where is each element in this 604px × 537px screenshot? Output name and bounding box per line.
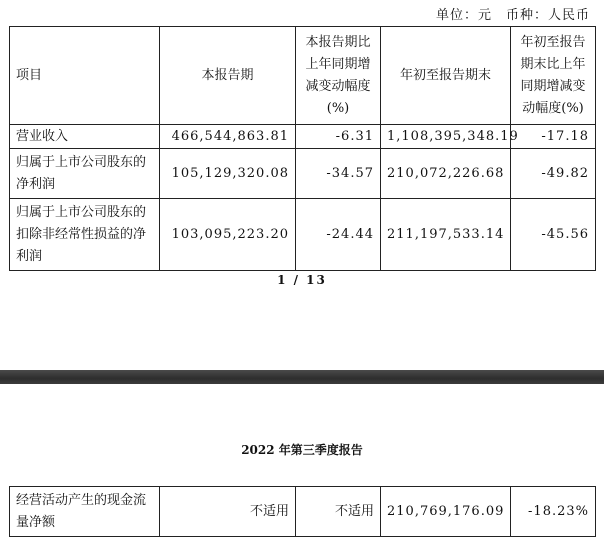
- row-ytd: 1,108,395,348.19: [381, 125, 511, 149]
- row-current-change: -24.44: [296, 199, 381, 271]
- header-current-change: 本报告期比上年同期增减变动幅度(%): [296, 27, 381, 125]
- page-separator: [0, 370, 604, 384]
- unit-label: 单位：元: [435, 8, 492, 23]
- financial-table: [9, 26, 596, 271]
- row-current-change: -34.57: [296, 149, 381, 199]
- row-ytd: 211,197,533.14: [381, 199, 511, 271]
- row-current: 103,095,223.20: [160, 199, 296, 271]
- row-current-change: 不适用: [296, 487, 381, 537]
- cash-flow-table: [9, 486, 596, 537]
- table-row: [10, 487, 596, 537]
- row-current: 不适用: [160, 487, 296, 537]
- table-row: [10, 125, 596, 149]
- row-ytd-change: -18.23%: [511, 487, 596, 537]
- row-item: 归属于上市公司股东的扣除非经常性损益的净利润: [10, 199, 160, 271]
- unit-line: [436, 4, 590, 23]
- row-current: 466,544,863.81: [160, 125, 296, 149]
- table-row: [10, 149, 596, 199]
- table-header-row: [10, 27, 596, 125]
- row-item: 归属于上市公司股东的净利润: [10, 149, 160, 199]
- row-current-change: -6.31: [296, 125, 381, 149]
- header-ytd: 年初至报告期末: [381, 27, 511, 125]
- header-ytd-change: 年初至报告期末比上年同期增减变动幅度(%): [511, 27, 596, 125]
- report-title: 2022 年第三季度报告: [241, 443, 363, 457]
- row-ytd-change: -45.56: [511, 199, 596, 271]
- table-row: [10, 199, 596, 271]
- row-item: 经营活动产生的现金流量净额: [10, 487, 160, 537]
- currency-label: 币种：人民币: [505, 8, 590, 23]
- page-number: 1 / 13: [277, 273, 327, 287]
- row-ytd: 210,072,226.68: [381, 149, 511, 199]
- header-current-period: 本报告期: [160, 27, 296, 125]
- row-ytd: 210,769,176.09: [381, 487, 511, 537]
- row-current: 105,129,320.08: [160, 149, 296, 199]
- row-ytd-change: -17.18: [511, 125, 596, 149]
- row-item: 营业收入: [10, 125, 160, 149]
- row-ytd-change: -49.82: [511, 149, 596, 199]
- header-item: 项目: [10, 27, 160, 125]
